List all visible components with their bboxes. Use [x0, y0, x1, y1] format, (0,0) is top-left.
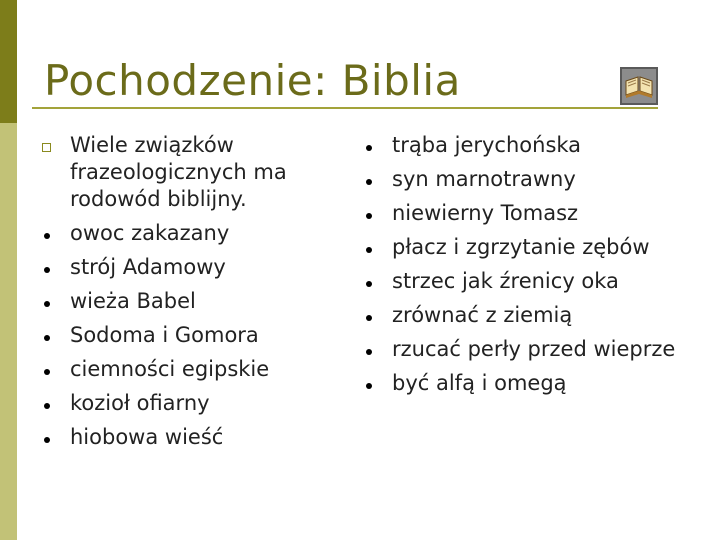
list-item [362, 302, 692, 329]
dot-bullet-icon [44, 369, 50, 375]
side-bar-light [0, 123, 17, 540]
open-book-icon [620, 67, 658, 105]
dot-bullet-icon [44, 437, 50, 443]
list-item-text: wieża Babel [70, 289, 196, 313]
list-item [362, 268, 692, 295]
dot-bullet-icon [366, 213, 372, 219]
list-item-text: niewierny Tomasz [392, 201, 579, 225]
list-item-text: strój Adamowy [70, 255, 226, 279]
list-item [40, 424, 340, 451]
side-bar-dark [0, 0, 17, 123]
list-item [40, 132, 340, 213]
list-item [362, 132, 692, 159]
list-item-text: kozioł ofiarny [70, 391, 210, 415]
list-item [362, 166, 692, 193]
dot-bullet-icon [366, 349, 372, 355]
left-bullet-list [40, 132, 340, 458]
dot-bullet-icon [44, 403, 50, 409]
dot-bullet-icon [44, 267, 50, 273]
slide-title: Pochodzenie: Biblia [44, 56, 461, 105]
list-item [40, 356, 340, 383]
dot-bullet-icon [44, 335, 50, 341]
list-item-text: zrównać z ziemią [392, 303, 573, 327]
list-item [40, 220, 340, 247]
list-item [362, 200, 692, 227]
title-underline [32, 107, 658, 109]
right-bullet-list [362, 132, 692, 404]
dot-bullet-icon [44, 233, 50, 239]
list-item [40, 390, 340, 417]
list-item-text: trąba jerychońska [392, 133, 582, 157]
dot-bullet-icon [366, 315, 372, 321]
list-item [40, 322, 340, 349]
list-item [362, 370, 692, 397]
list-item-text: Wiele związków frazeologicznych ma rodowód biblijny. [70, 133, 287, 211]
list-item-text: ciemności egipskie [70, 357, 270, 381]
list-item [362, 234, 692, 261]
list-item [40, 288, 340, 315]
list-item-text: hiobowa wieść [70, 425, 224, 449]
list-item-text: strzec jak źrenicy oka [392, 269, 619, 293]
list-item-text: owoc zakazany [70, 221, 230, 245]
square-bullet-icon [42, 143, 51, 152]
list-item-text: płacz i zgrzytanie zębów [392, 235, 650, 259]
dot-bullet-icon [366, 281, 372, 287]
list-item [362, 336, 692, 363]
dot-bullet-icon [366, 383, 372, 389]
dot-bullet-icon [366, 247, 372, 253]
dot-bullet-icon [44, 301, 50, 307]
list-item-text: syn marnotrawny [392, 167, 576, 191]
list-item-text: Sodoma i Gomora [70, 323, 259, 347]
list-item-text: być alfą i omegą [392, 371, 567, 395]
list-item-text: rzucać perły przed wieprze [392, 337, 676, 361]
dot-bullet-icon [366, 179, 372, 185]
dot-bullet-icon [366, 145, 372, 151]
list-item [40, 254, 340, 281]
